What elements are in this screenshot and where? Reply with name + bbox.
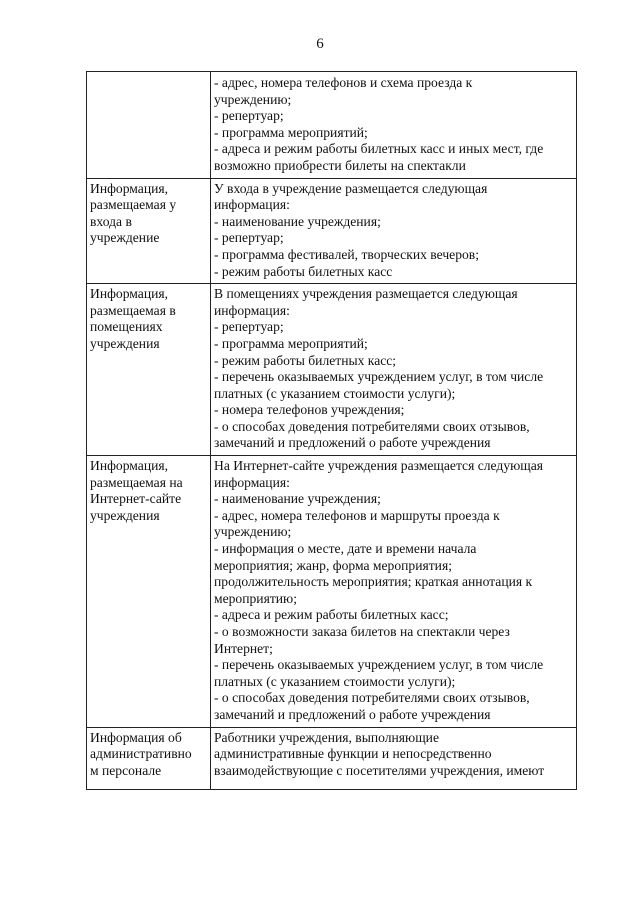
content-line: мероприятию; [214,590,297,606]
row-label-cell [87,727,211,790]
label-line: учреждения [90,335,160,351]
content-line: - наименование учреждения; [214,491,381,507]
row-content-cell [211,72,577,179]
content-line: - режим работы билетных касс; [214,352,397,368]
row-content-cell [211,284,577,456]
content-line: информация: [214,197,290,213]
label-line: размещаемая на [90,474,183,490]
label-line: Информация, [90,286,169,302]
label-line: размещаемая у [90,197,177,213]
table-row [87,456,577,728]
content-line: - перечень оказываемых учреждением услуг, в том числе [214,657,544,673]
content-line: мероприятия; жанр, форма мероприятия; [214,557,452,573]
table-row [87,284,577,456]
row-label-cell [87,284,211,456]
content-line: продолжительность мероприятия; краткая аннотация к [214,574,533,590]
content-line: На Интернет-сайте учреждения размещается следующая [214,458,544,474]
label-line: Информация, [90,458,169,474]
content-line: - репертуар; [214,230,284,246]
content-line: - о способах доведения потребителями своих отзывов, [214,690,530,706]
label-line: Интернет-сайте [90,491,182,507]
content-line: замечаний и предложений о работе учреждения [214,435,491,451]
label-line: административно [90,746,192,762]
content-line: - наименование учреждения; [214,213,381,229]
row-content-cell [211,727,577,790]
page-number: 6 [316,36,324,52]
row-content-cell [211,178,577,284]
content-line: У входа в учреждение размещается следующая [214,180,488,196]
label-line: Информация, [90,180,169,196]
row-content-cell [211,456,577,728]
content-line: платных (с указанием стоимости услуги); [214,385,456,401]
content-line: - репертуар; [214,108,284,124]
content-line: учреждению; [214,524,292,540]
content-line: - о возможности заказа билетов на спектакли через [214,624,510,639]
content-line: - программа мероприятий; [214,335,368,351]
label-line: учреждения [90,507,160,523]
content-line: - адреса и режим работы билетных касс; [214,607,449,623]
content-line: информация: [214,302,290,318]
content-line: - программа фестивалей, творческих вечеров; [214,246,479,262]
content-line: взаимодействующие с посетителями учреждения, имеют [214,762,545,778]
content-line: - перечень оказываемых учреждением услуг, в том числе [214,369,544,385]
content-line: - информация о месте, дате и времени начала [214,541,477,557]
content-line: - репертуар; [214,319,284,335]
label-line: помещениях [90,319,163,335]
content-line: возможно приобрести билеты на спектакли [214,157,466,173]
row-label-cell [87,456,211,728]
row-label-cell [87,178,211,284]
label-line: учреждение [90,230,160,246]
content-line: информация: [214,474,290,490]
content-line: замечаний и предложений о работе учреждения [214,706,491,722]
content-line: - о способах доведения потребителями своих отзывов, [214,418,530,434]
content-line: - адреса и режим работы билетных касс и иных мест, где [214,141,544,157]
label-line: размещаемая в [90,302,176,318]
content-line: - адрес, номера телефонов и схема проезда к [214,75,473,90]
table-row [87,178,577,284]
information-table [86,71,577,790]
content-line: Работники учреждения, выполняющие [214,729,439,745]
content-line: - номера телефонов учреждения; [214,402,405,418]
table-row [87,72,577,179]
content-line: В помещениях учреждения размещается следующая [214,286,518,302]
content-line: платных (с указанием стоимости услуги); [214,673,456,689]
row-label-cell [87,72,211,179]
content-line: - адрес, номера телефонов и маршруты проезда к [214,507,500,523]
content-line: - режим работы билетных касс [214,263,393,279]
table-row [87,727,577,790]
content-line: административные функции и непосредственно [214,746,492,762]
label-line: Информация об [90,729,182,745]
label-line: входа в [90,213,132,229]
content-line: Интернет; [214,640,273,656]
content-line: учреждению; [214,91,292,107]
content-line: - программа мероприятий; [214,124,368,140]
label-line: м персонале [90,762,162,778]
